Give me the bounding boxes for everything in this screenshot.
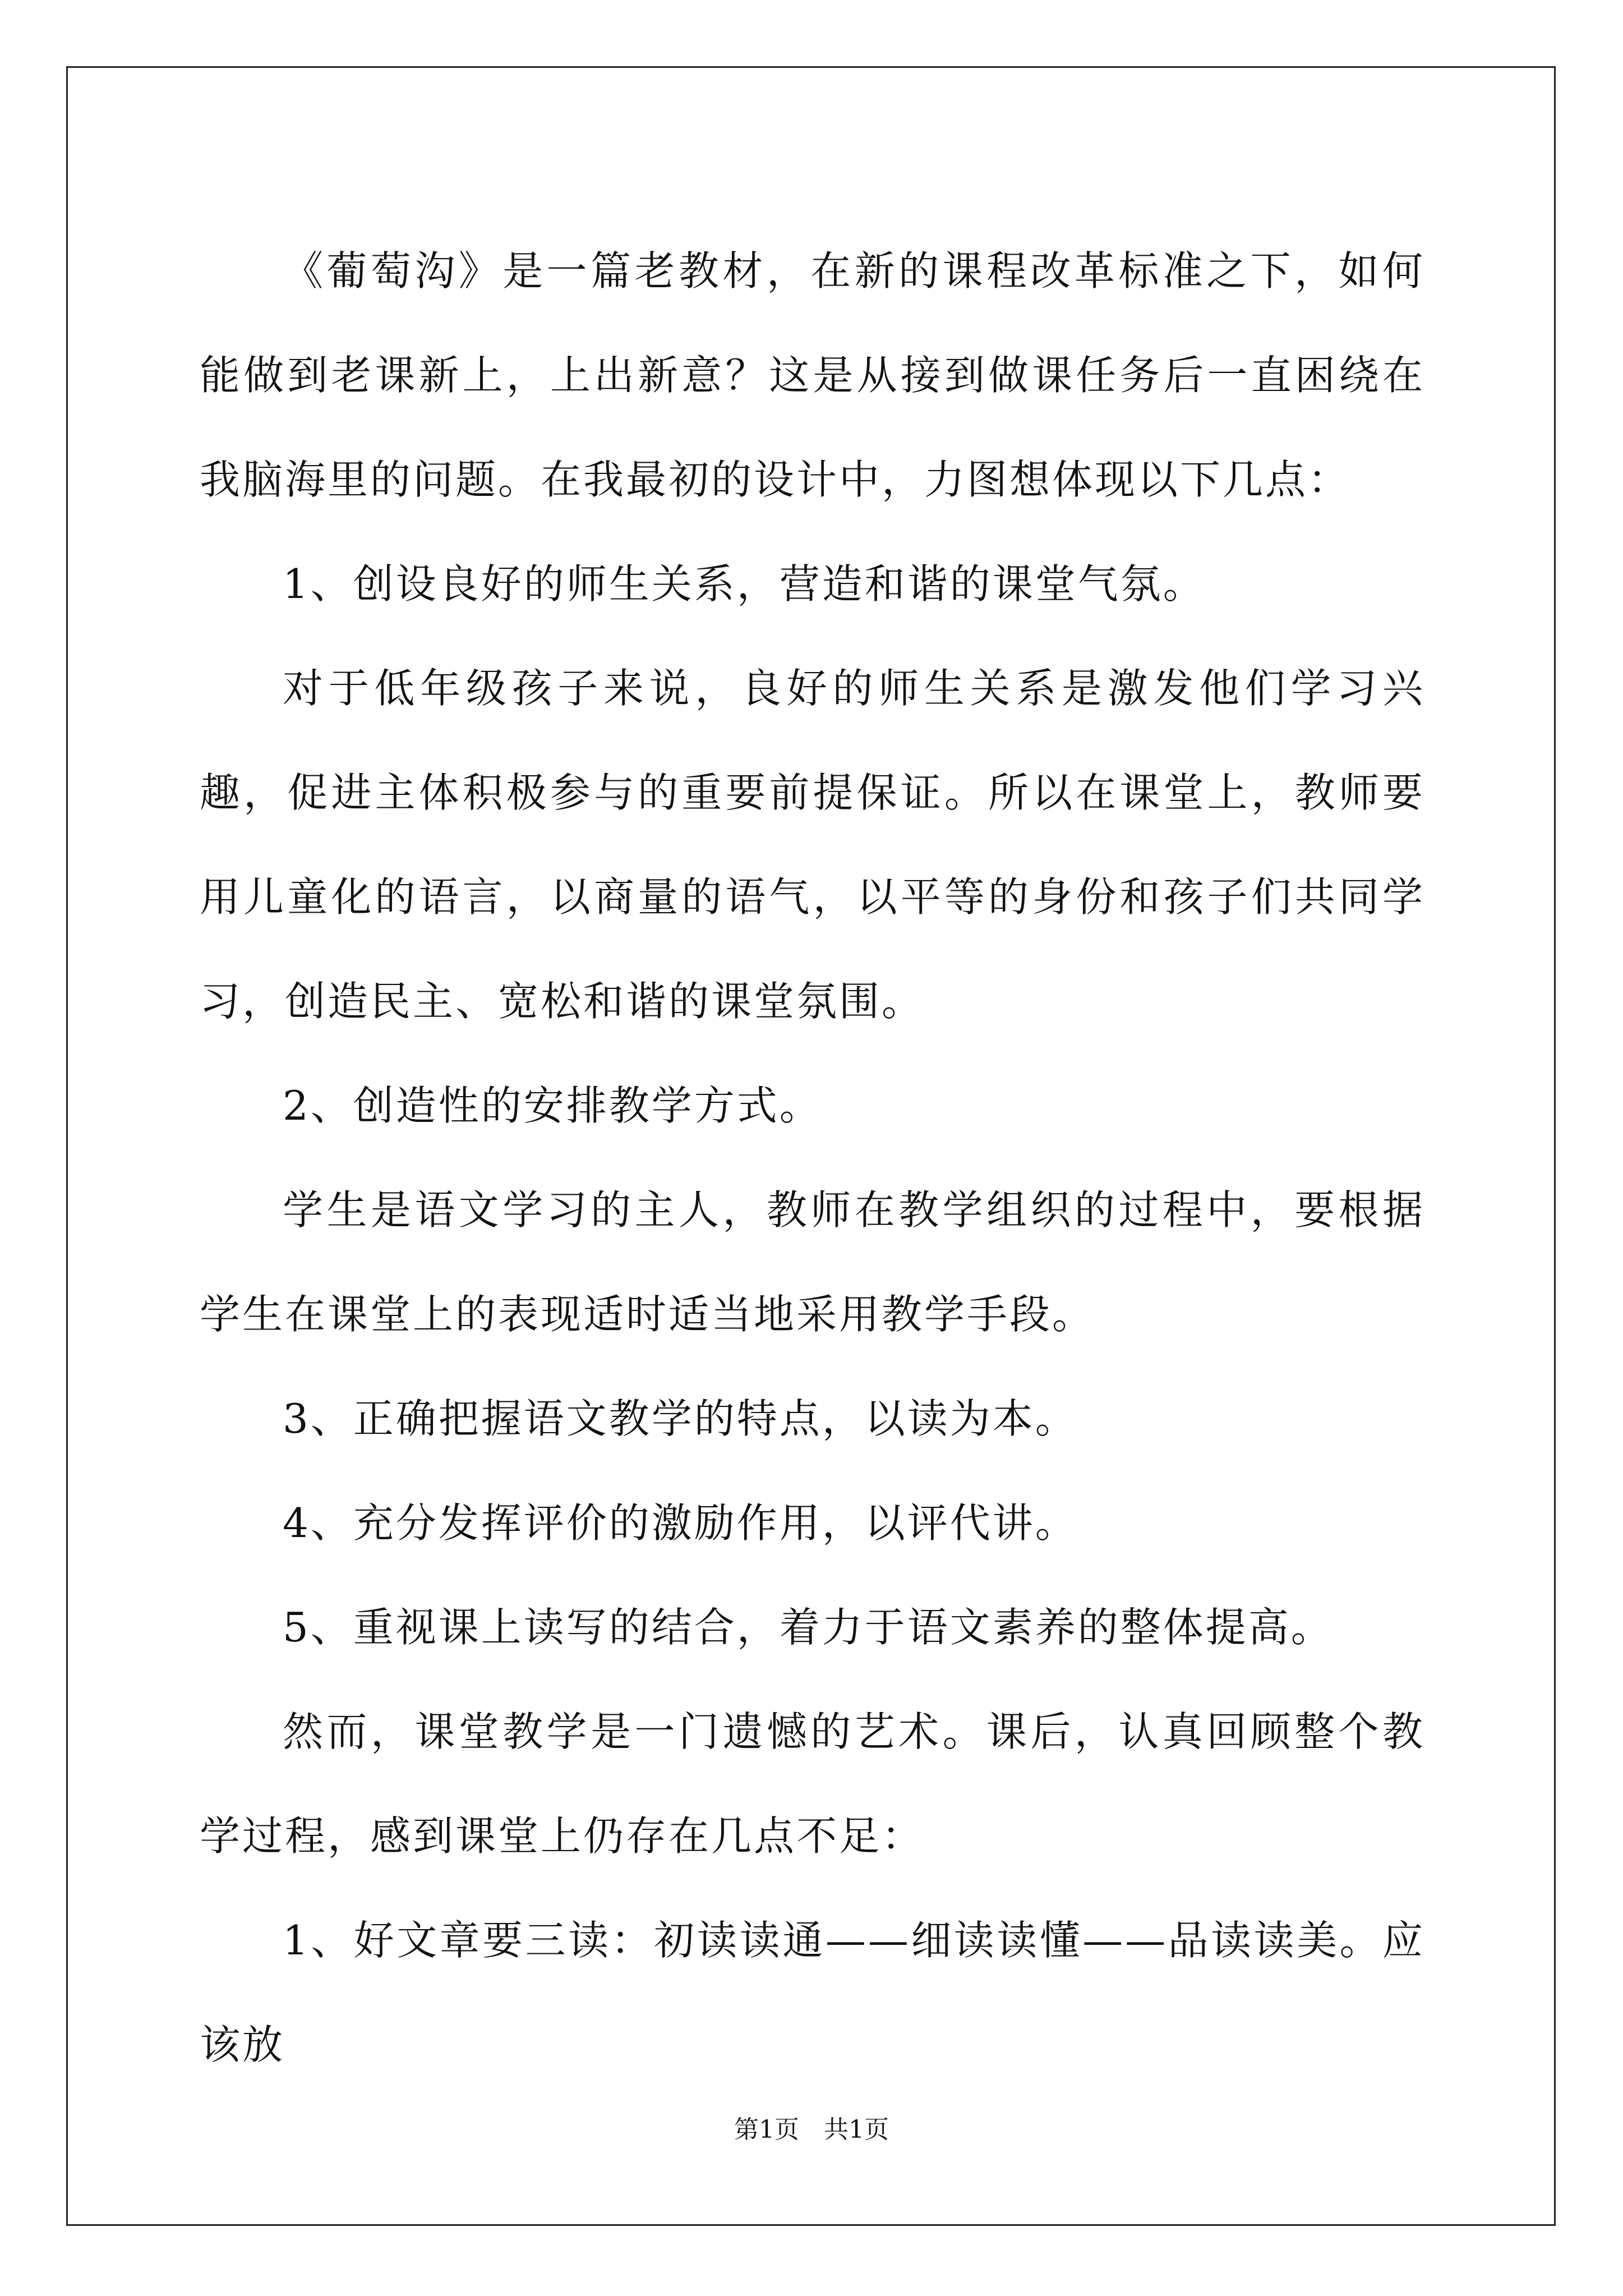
paragraph-point-4: 4、充分发挥评价的激励作用，以评代讲。	[283, 1499, 1078, 1547]
paragraph-point-1-detail: 对于低年级孩子来说，良好的师生关系是激发他们学习兴趣，促进主体积极参与的重要前提保证。所以在课堂上，教师要用儿童化的语言，以商量的语气，以平等的身份和孩子们共同学习，创造民主、宽松和谐的课堂氛围。	[200, 665, 1425, 1025]
paragraph-point-2: 2、创造性的安排教学方式。	[283, 1082, 822, 1129]
paragraph-point-2-detail: 学生是语文学习的主人，教师在教学组织的过程中，要根据学生在课堂上的表现适时适当地采用教学手段。	[200, 1186, 1425, 1338]
paragraph-point-1: 1、创设良好的师生关系，营造和谐的课堂气氛。	[283, 560, 1206, 608]
paragraph-point-5: 5、重视课上读写的结合，着力于语文素养的整体提高。	[283, 1604, 1334, 1651]
document-body	[200, 219, 1425, 2097]
page-number-footer: 第1页 共1页	[734, 2115, 889, 2144]
paragraph-reflection: 然而，课堂教学是一门遗憾的艺术。课后，认真回顾整个教学过程，感到课堂上仍存在几点不足：	[200, 1708, 1425, 1860]
paragraph-point-3: 3、正确把握语文教学的特点，以读为本。	[283, 1395, 1078, 1442]
paragraph-shortcoming-1: 1、好文章要三读：初读读通——细读读懂——品读读美。应该放	[200, 1917, 1425, 2068]
paragraph-intro: 《葡萄沟》是一篇老教材，在新的课程改革标准之下，如何能做到老课新上，上出新意？这是从接到做课任务后一直困绕在我脑海里的问题。在我最初的设计中，力图想体现以下几点：	[200, 247, 1425, 503]
